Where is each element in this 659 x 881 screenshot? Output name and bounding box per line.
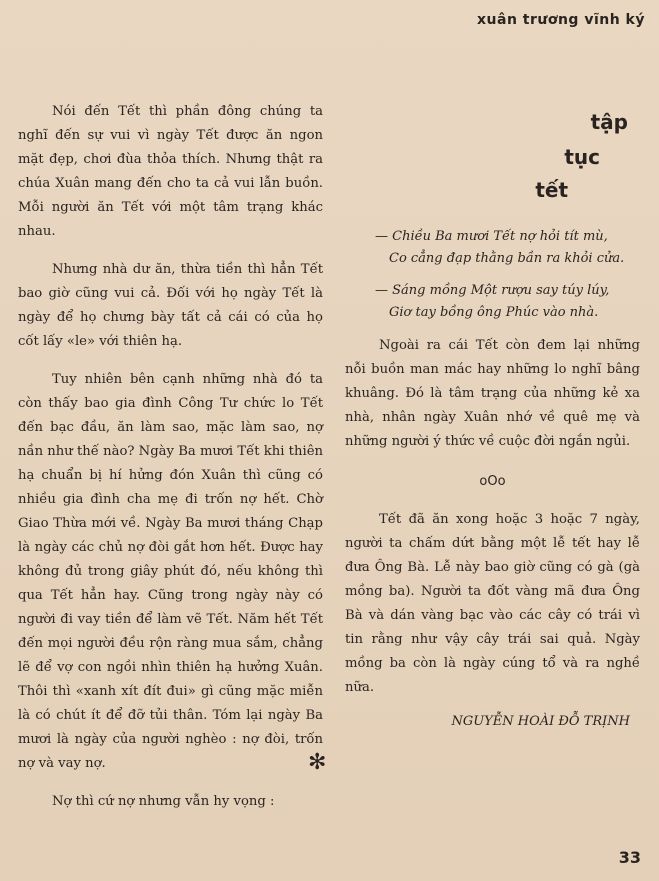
verse-stanza	[375, 226, 640, 270]
title-word: tục	[564, 145, 600, 169]
verse-line: — Sáng mồng Một rượu say túy lúy,	[375, 283, 610, 298]
paragraph: Nợ thì cứ nợ nhưng vẫn hy vọng :	[52, 794, 275, 809]
page-number: 33	[618, 848, 641, 867]
author-signature: NGUYỄN HOÀI ĐỖ TRỊNH	[451, 714, 630, 729]
paragraph: Tuy nhiên bên cạnh những nhà đó ta còn thấy bao gia đình Công Tư chức lo Tết đến bạc đầu, ăn làm sao, mặc làm sao, nợ nần như thế nào? Ngày Ba mươi Tết khi thiên hạ chuẩn bị hí hửng đón Xuân thì cũng có nhiều gia đình cha mẹ đi trốn nợ hết. Chờ Giao Thừa mới về. Ngày Ba mươi tháng Chạp là ngày các chủ nợ đòi gắt hơn hết. Được hay không đủ trong giây phút đó, nếu không thì qua Tết hẳn hay. Cũng trong ngày này có người đi vay tiền để làm vẽ Tết. Năm hết Tết đến mọi người đều rộn ràng mua sắm, chẳng lẽ để vợ con ngồi nhìn thiên hạ hưởng Xuân. Thôi thì «xanh xít đít đui» gì cũng mặc miễn là có chút ít để đỡ tủi thân. Tóm lại ngày Ba mươi là ngày của người nghèo : nợ đòi, trốn nợ và vay nợ.	[18, 372, 323, 771]
title-word: tập	[590, 110, 628, 134]
title-word: tết	[535, 178, 568, 202]
verse-line: Co cẳng đạp thằng bần ra khỏi cửa.	[389, 251, 625, 266]
header-title: xuân trương vĩnh ký	[477, 12, 645, 28]
left-column	[18, 100, 323, 828]
verse-block	[375, 226, 640, 324]
article-title	[345, 100, 640, 210]
ornament-icon: ✻	[308, 750, 327, 775]
verse-line: — Chiều Ba mươi Tết nợ hỏi tít mù,	[375, 229, 608, 244]
right-column	[345, 100, 640, 734]
section-separator: oOo	[479, 474, 506, 489]
paragraph: Ngoài ra cái Tết còn đem lại những nỗi buồn man mác hay những lo nghĩ bâng khuâng. Đó là tâm trạng của những kẻ xa nhà, nhân ngày Xuân nhớ về quê mẹ và những người ý thức về cuộc đời ngắn ngủi.	[345, 338, 640, 449]
paragraph: Nhưng nhà dư ăn, thừa tiền thì hẳn Tết bao giờ cũng vui cả. Đối với họ ngày Tết là ngày để họ chưng bày tất cả cái có của họ cốt lấy «le» với thiên hạ.	[18, 262, 323, 349]
verse-stanza	[375, 280, 640, 324]
paragraph: Tết đã ăn xong hoặc 3 hoặc 7 ngày, người ta chấm dứt bằng một lễ tết hay lễ đưa Ông Bà. Lễ này bao giờ cũng có gà (gà mồng ba). Người ta đốt vàng mã đưa Ông Bà và dán vàng bạc vào các cây có trái vì tin rằng như vậy cây trái sai quả. Ngày mồng ba còn là ngày cúng tổ và ra nghề nữa.	[345, 512, 640, 695]
paragraph: Nói đến Tết thì phần đông chúng ta nghĩ đến sự vui vì ngày Tết được ăn ngon mặt đẹp, chơi đùa thỏa thích. Nhưng thật ra chúa Xuân mang đến cho ta cả vui lẫn buồn. Mỗi người ăn Tết với một tâm trạng khác nhau.	[18, 104, 323, 239]
verse-line: Giơ tay bồng ông Phúc vào nhà.	[389, 305, 599, 320]
